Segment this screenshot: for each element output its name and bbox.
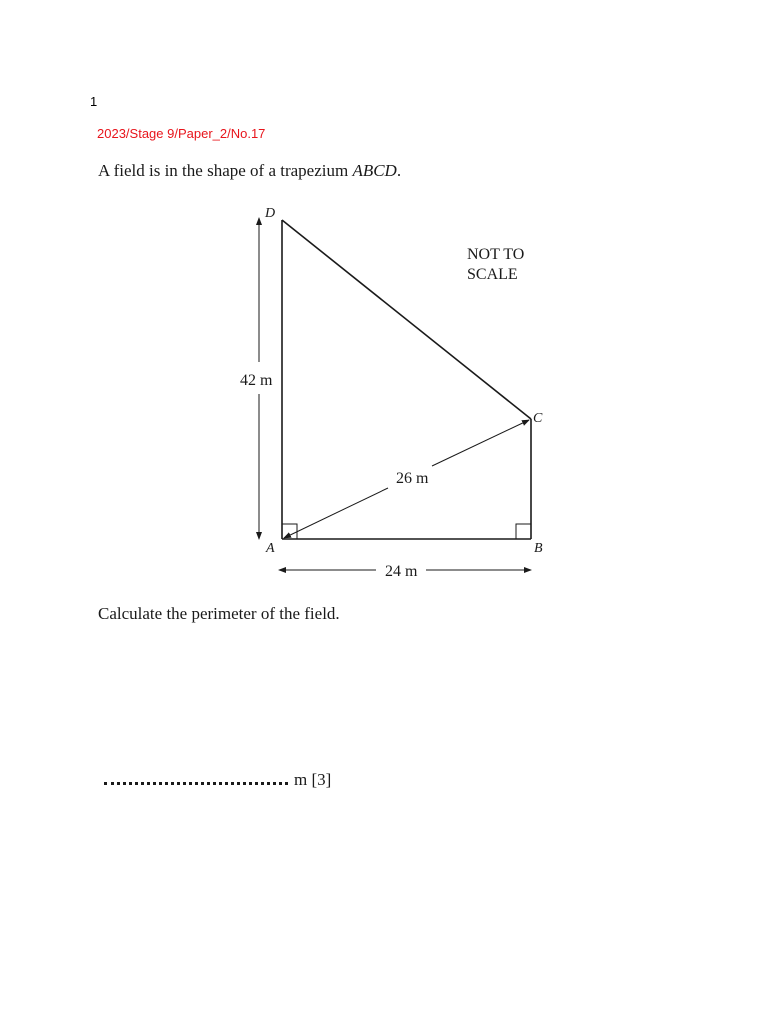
length-label-AD: 42 m [240, 372, 273, 389]
dimension-AC-lower [284, 488, 388, 538]
vertex-label-B: B [534, 541, 543, 556]
dimension-AC-upper [432, 420, 529, 466]
length-label-AB: 24 m [385, 563, 418, 580]
right-angle-B [516, 524, 531, 539]
answer-unit: m [294, 770, 308, 789]
intro-end: . [396, 161, 402, 180]
question-prompt: Calculate the perimeter of the field. [98, 604, 340, 623]
answer-marks: [3] [311, 770, 332, 789]
length-label-AC: 26 m [396, 470, 429, 487]
right-angle-A [282, 524, 297, 539]
not-to-scale-line1: NOT TO [467, 246, 525, 263]
question-reference: 2023/Stage 9/Paper_2/No.17 [97, 126, 266, 141]
vertex-label-A: A [266, 541, 275, 556]
answer-blank[interactable] [104, 778, 288, 785]
answer-line [104, 770, 331, 790]
vertex-label-C: C [533, 411, 543, 426]
intro-text: A field is in the shape of a trapezium [98, 161, 353, 180]
not-to-scale-line2: SCALE [467, 266, 518, 283]
vertex-label-D: D [265, 206, 276, 221]
question-number: 1 [90, 94, 98, 109]
shape-name: ABCD [352, 161, 397, 180]
